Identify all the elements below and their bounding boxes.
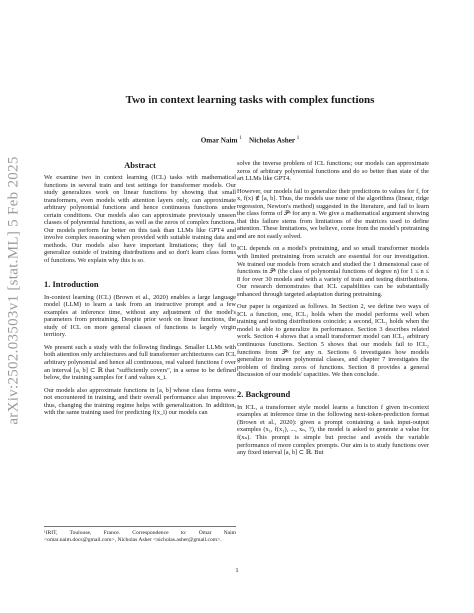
intro-paragraph-1: In-context learning (ICL) (Brown et al., 2020) enables a large language model (LLM) to learn a task from an instructive prompt and a few examples at inference time, without any adjustment of the model's parameters from pretraining. Despite prior work on linear functions, the study of ICL on more general classes of functions is largely virgin territory. [44,293,236,339]
abstract-heading: Abstract [124,160,156,170]
intro-paragraph-6: ICL depends on a model's pretraining, and so small transformer models with limited pretraining from scratch are essential for our investigation. We trained our models from scratch and studied the 1 dimensional case of functions in 𝒫ⁿ (the class of polynomial functions of degree n) for 1 ≤ n ≤ 8 for over 30 models and with a variety of train and testing distributions. Our research demonstrates that ICL capabilities can be substantially enhanced through targeted adaptation during pretraining. [237,245,429,298]
affiliation-footnote: ¹IRIT, Toulouse, France. Correspondence to: Omar Naim <omar.naim.docs@gmail.com>, Nicholas Asher <nicholas.asher@gmail.com>. [44,526,236,543]
author-line [60,136,440,144]
author-name: Nicholas Asher [249,136,295,145]
intro-paragraph-3: Our models also approximate functions in [a, b] whose class forms were not encountered in training, and their overall performance also improves: thus, changing the training regime helps with generalization. In addition, with the same training used for predicting f(x_i) our models can [44,386,236,417]
abstract-text: We examine two in context learning (ICL) tasks with mathematical functions in several train and test settings for transformer models. Our study generalizes work on linear functions by showing that small transformers, even models with attention layers only, can approximate arbitrary polynomial functions and hence continuous functions under certain conditions. Our models also can approximate previously unseen classes of polynomial functions, as well as the zeros of complex functions. Our models perform far better on this task than LLMs like GPT4 and involve complex reasoning when provided with suitable training data and methods. Our models also have important limitations; they fail to generalize outside of training distributions and so don't learn class forms of functions. We explain why this is so. [44,174,236,265]
left-column [44,160,236,422]
background-paragraph-1: In ICL, a transformer style model learns a function f given in-context examples at inference time in the following next-token-prediction format (Brown et al., 2020): given a prompt containing a task input-output examples (x₁, f(x₁), ..., xₙ, ?), the model is asked to generate a value for f(xₙ). This prompt is simple but precise and avoids the variable performance of more complex prompts. Our aim is to study functions over any fixed interval [a, b] ⊂ ℝ. But [237,403,429,457]
page-number: 1 [235,567,239,574]
affiliation-mark: 1 [296,136,300,141]
intro-paragraph-4: solve the inverse problem of ICL functions; our models can approximate zeros of arbitrary polynomial functions and do so better than state of the art LLMs like GPT4. [237,160,429,183]
intro-paragraph-2: We present such a study with the following findings. Smaller LLMs with both attention only architectures and full transformer architectures can ICL arbitrary polynomial and hence all continuous, real valued functions f over an interval [a, b] ⊂ ℝ that "sufficiently covers", in a sense to be defined below, the training samples for f and values x_i. [44,343,236,382]
affiliation-mark: 1 [239,136,242,141]
arxiv-stamp-text: arXiv:2502.03503v1 [stat.ML] 5 Feb 2025 [5,155,22,425]
author-name: Omar Naim [200,136,238,145]
arxiv-stamp [2,140,26,440]
right-column [237,160,429,462]
paper-title: Two in context learning tasks with complex functions [125,94,375,106]
intro-paragraph-7: Our paper is organized as follows. In Section 2, we define two ways of ICL a function, one, ICL₁ holds when the model performs well when training and testing distributions coincide; a second, ICL₂ holds when the model is able to generalize its performance. Section 3 describes related work. Section 4 shows that a small transformer model can ICL₁ arbitrary continuous functions. Section 5 shows that our models fail to ICL₂ functions from 𝒫ⁿ for any n. Sections 6 investigates how models generalize to unseen polynomial classes, and chapter 7 investigates the problem of finding zeros of functions. Section 8 provides a general discussion of our models' capacities. We then conclude. [237,303,429,379]
intro-paragraph-5: However, our models fail to generalize their predictions to values for f, for x, f(x) ∉ [a, b]. Thus, the models use none of the algorithms (linear, ridge regression, Newton's method) suggested in the literature, and fail to learn the class forms of 𝒫ⁿ for any n. We give a mathematical argument showing that this failure stems from limitations of the matrices used to define attention. These limitations, we believe, come from the model's pretraining and are not easily solved. [237,187,429,240]
intro-heading: 1. Introduction [44,278,99,289]
background-heading: 2. Background [237,388,291,399]
